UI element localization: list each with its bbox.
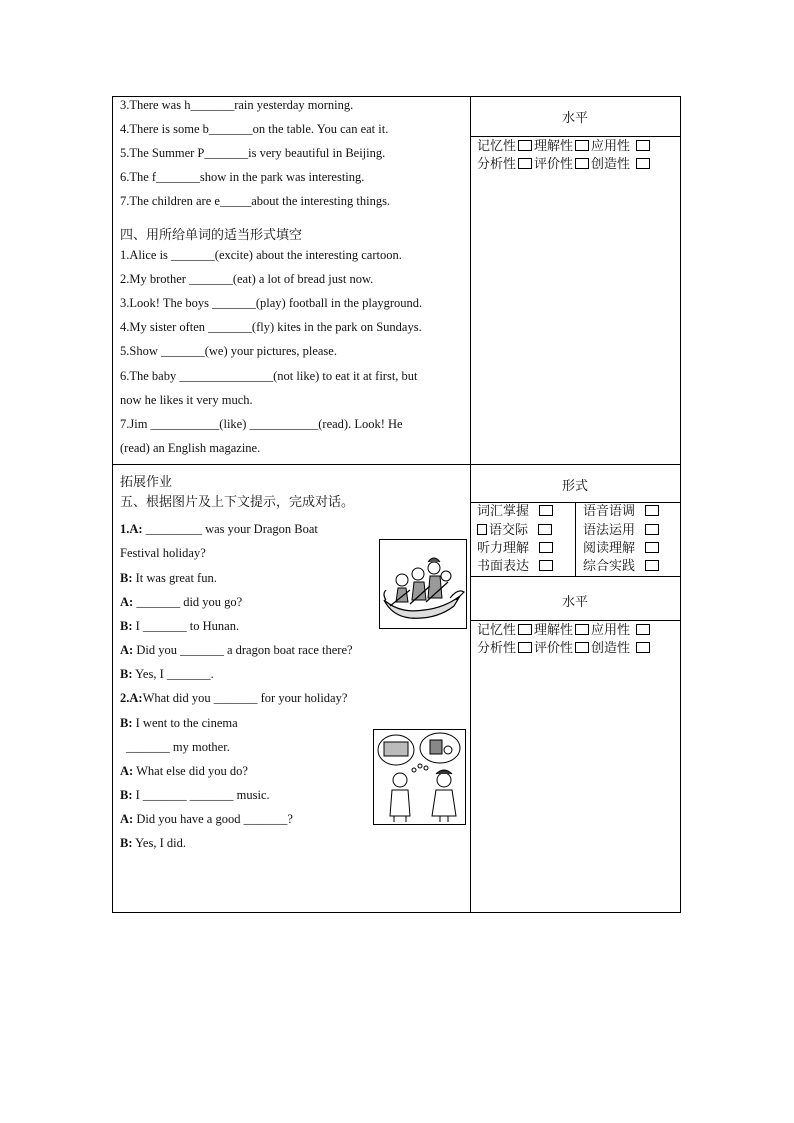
checkbox[interactable] [518,642,532,653]
exercise-line: 2.My brother _______(eat) a lot of bread just now. [120,272,374,286]
checkbox[interactable] [575,158,589,169]
dialogue-line: B: Yes, I did. [120,836,186,850]
form-item: 综合实践 [583,558,661,575]
checkbox[interactable] [539,505,553,516]
dragon-boat-illustration [379,539,467,629]
dialogue-line: 1.A: _________ was your Dragon Boat [120,522,318,536]
extension-title: 拓展作业 [120,475,173,490]
dialogue-line: Festival holiday? [120,546,206,560]
form-item: 书面表达 [477,558,555,575]
checkbox[interactable] [636,140,650,151]
exercise-line: 5.The Summer P_______is very beautiful in Beijing. [120,146,386,160]
checkbox[interactable] [575,624,589,635]
checkbox[interactable] [539,560,553,571]
level-row-1: 记忆性 理解性 应用性 [477,622,652,639]
checkbox[interactable] [518,624,532,635]
form-bottom-divider [470,576,681,577]
checkbox[interactable] [518,158,532,169]
exercise-line: 4.My sister often _______(fly) kites in the park on Sundays. [120,320,422,334]
form-title: 形式 [561,479,588,494]
section-heading: 五、根据图片及上下文提示，完成对话。 [120,495,355,510]
form-item: 语音语调 [583,503,661,520]
form-column-divider [575,502,576,576]
dialogue-line: A: _______ did you go? [120,595,243,609]
dialogue-line: B: I went to the cinema [120,716,238,730]
level-header-divider [470,620,681,621]
dialogue-line: B: I _______ to Hunan. [120,619,240,633]
conversation-illustration [373,729,466,825]
checkbox[interactable] [645,505,659,516]
exercise-line: now he likes it very much. [120,393,253,407]
checkbox[interactable] [645,542,659,553]
checkbox[interactable] [539,542,553,553]
dialogue-line: B: It was great fun. [120,571,217,585]
level-row-2: 分析性 评价性 创造性 [477,156,652,173]
checkbox[interactable] [477,524,487,535]
exercise-line: 7.Jim ___________(like) ___________(read). Look! He [120,417,403,431]
checkbox[interactable] [518,140,532,151]
exercise-line: 6.The baby _______________(not like) to eat it at first, but [120,369,418,383]
exercise-line: 3.Look! The boys _______(play) football in the playground. [120,296,423,310]
exercise-line: 1.Alice is _______(excite) about the interesting cartoon. [120,248,402,262]
dialogue-line: A: What else did you do? [120,764,248,778]
exercise-line: 7.The children are e_____about the interesting things. [120,194,391,208]
dialogue-line: A: Did you have a good _______? [120,812,293,826]
exercise-line: 6.The f_______show in the park was interesting. [120,170,365,184]
level-title: 水平 [561,111,588,126]
checkbox[interactable] [575,642,589,653]
exercise-line: (read) an English magazine. [120,441,261,455]
exercise-line: 4.There is some b_______on the table. You can eat it. [120,122,389,136]
dragon-boat-drawing [380,540,466,628]
form-item: 阅读理解 [583,540,661,557]
checkbox[interactable] [645,524,659,535]
dialogue-line: A: Did you _______ a dragon boat race there? [120,643,353,657]
row-divider [112,464,681,465]
conversation-drawing [374,730,465,824]
column-divider [470,96,471,913]
exercise-line: 3.There was h_______rain yesterday morning. [120,98,354,112]
checkbox[interactable] [636,158,650,169]
form-item: 听力理解 [477,540,555,557]
level-row-1: 记忆性 理解性 应用性 [477,138,652,155]
checkbox[interactable] [636,624,650,635]
section-heading: 四、用所给单词的适当形式填空 [120,228,303,243]
level-row-2: 分析性 评价性 创造性 [477,640,652,657]
dialogue-line: _______ my mother. [126,740,230,754]
form-item: 语交际 [477,522,554,539]
exercise-line: 5.Show _______(we) your pictures, please. [120,344,337,358]
dialogue-line: 2.A:What did you _______ for your holiday? [120,691,348,705]
checkbox[interactable] [575,140,589,151]
form-item: 词汇掌握 [477,503,555,520]
form-item: 语法运用 [583,522,661,539]
dialogue-line: B: I _______ _______ music. [120,788,270,802]
checkbox[interactable] [538,524,552,535]
dialogue-line: B: Yes, I _______. [120,667,214,681]
right-header-divider [470,136,681,137]
level-title: 水平 [561,595,588,610]
checkbox[interactable] [636,642,650,653]
checkbox[interactable] [645,560,659,571]
